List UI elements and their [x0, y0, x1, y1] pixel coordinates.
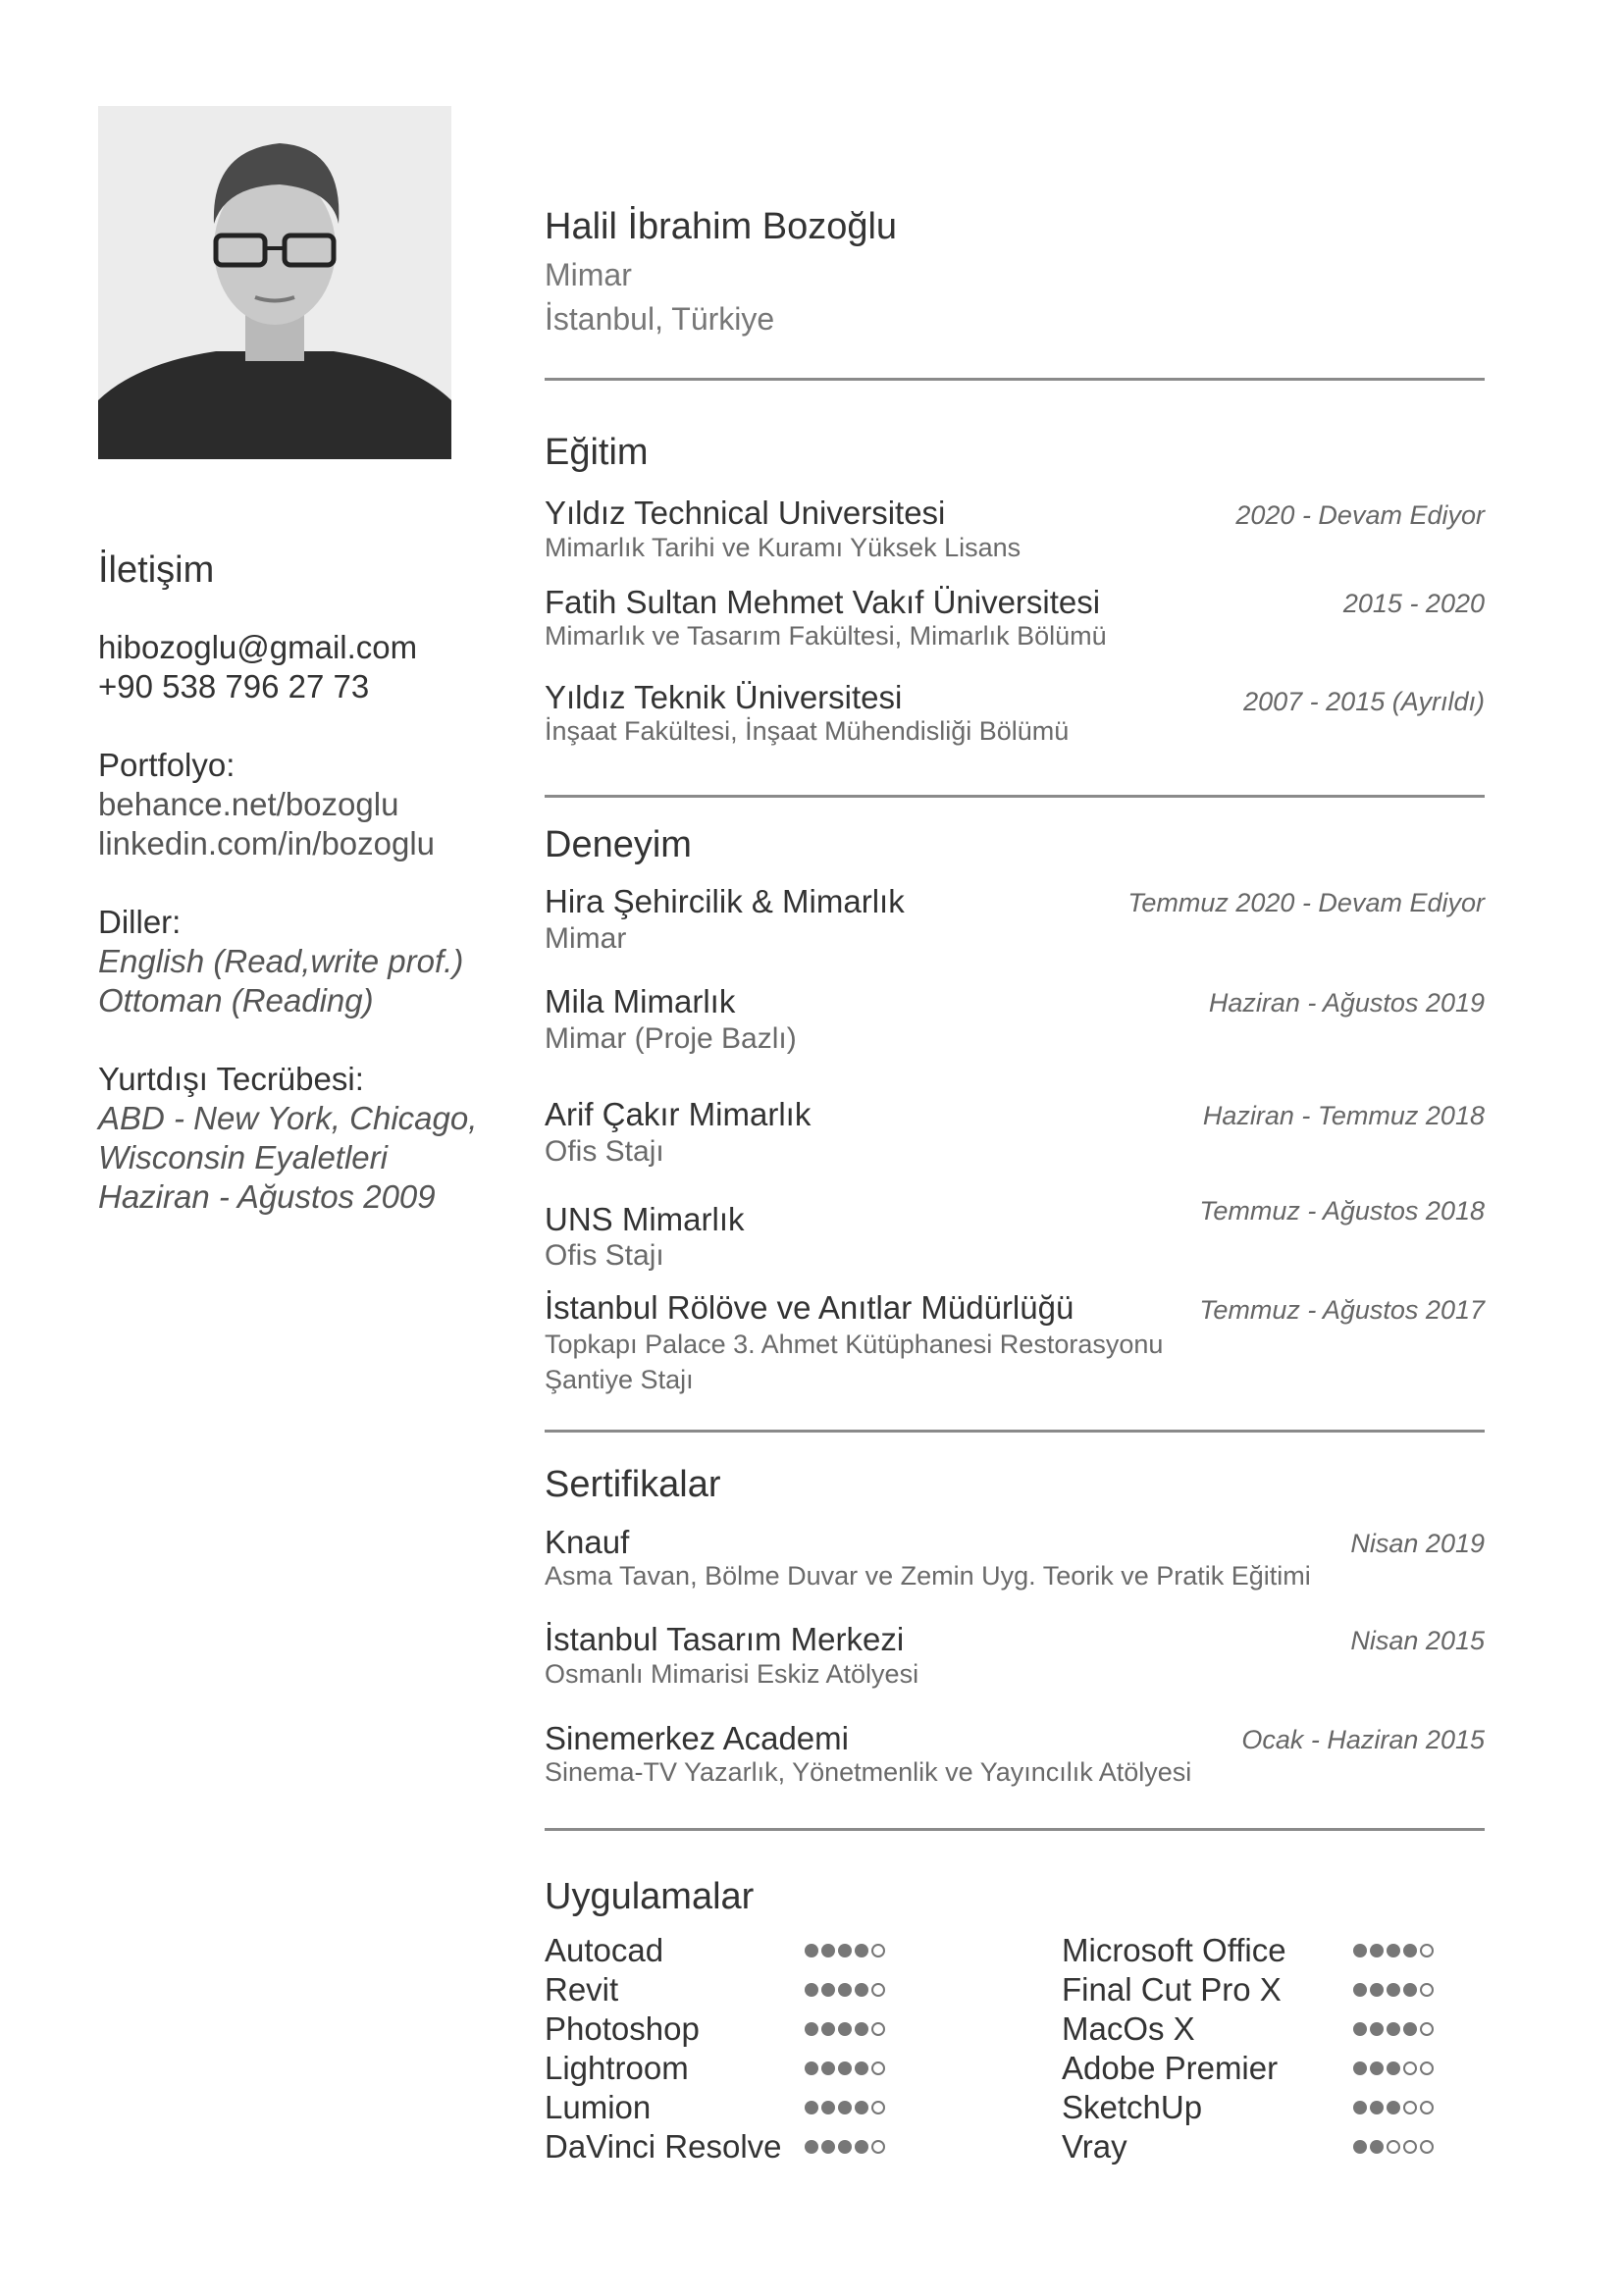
rating-dot-filled: [1387, 1983, 1400, 1997]
app-name: Microsoft Office: [1062, 1932, 1286, 1968]
rating-dot-empty: [1403, 2101, 1417, 2114]
rating-dot-filled: [821, 2140, 835, 2154]
experience-heading: Deneyim: [545, 824, 692, 865]
portfolio-link-behance[interactable]: behance.net/bozoglu: [98, 786, 399, 822]
rating-dot-filled: [1353, 2022, 1367, 2036]
person-name: Halil İbrahim Bozoğlu: [545, 206, 898, 247]
language-item: Ottoman (Reading): [98, 982, 374, 1018]
rating-dot-filled: [1403, 1983, 1417, 1997]
rating-dot-filled: [1353, 2061, 1367, 2075]
rating-dot-filled: [1370, 2022, 1384, 2036]
rating-dot-filled: [838, 2140, 852, 2154]
rating-dot-filled: [805, 2140, 818, 2154]
rating-dot-empty: [1420, 2061, 1434, 2075]
rating-dot-filled: [838, 2101, 852, 2114]
app-name: Revit: [545, 1971, 619, 2008]
experience-date: Temmuz - Ağustos 2017: [1199, 1295, 1485, 1325]
rating-dot-filled: [1353, 2101, 1367, 2114]
education-detail: Mimarlık Tarihi ve Kuramı Yüksek Lisans: [545, 533, 1022, 562]
rating-dot-filled: [821, 1944, 835, 1957]
rating-dot-filled: [821, 1983, 835, 1997]
app-row: [545, 2009, 937, 2049]
certificate-date: Ocak - Haziran 2015: [1241, 1725, 1485, 1754]
abroad-line: ABD - New York, Chicago,: [98, 1100, 478, 1136]
app-name: Autocad: [545, 1932, 664, 1968]
app-row: [545, 1970, 937, 2009]
rating-dot-empty: [871, 2140, 885, 2154]
experience-role: Mimar (Proje Bazlı): [545, 1022, 797, 1055]
abroad-line: Haziran - Ağustos 2009: [98, 1178, 436, 1215]
rating-dot-filled: [855, 2101, 868, 2114]
email[interactable]: hibozoglu@gmail.com: [98, 629, 418, 665]
certificates-heading: Sertifikalar: [545, 1464, 721, 1505]
experience-role: Ofis Stajı: [545, 1135, 664, 1168]
portfolio-link-linkedin[interactable]: linkedin.com/in/bozoglu: [98, 825, 436, 861]
education-detail: Mimarlık ve Tasarım Fakültesi, Mimarlık Bölümü: [545, 621, 1107, 651]
rating-dot-filled: [838, 1983, 852, 1997]
app-name: Adobe Premier: [1062, 2050, 1279, 2086]
rating-dot-empty: [1420, 2101, 1434, 2114]
education-heading: Eğitim: [545, 432, 649, 473]
rating-dot-filled: [1387, 2022, 1400, 2036]
rating-dot-filled: [805, 2061, 818, 2075]
skill-rating: [1353, 2049, 1434, 2088]
app-name: MacOs X: [1062, 2010, 1195, 2047]
rating-dot-filled: [821, 2061, 835, 2075]
rating-dot-empty: [1403, 2140, 1417, 2154]
app-row: [1062, 2127, 1454, 2166]
app-name: DaVinci Resolve: [545, 2128, 782, 2165]
abroad-label: Yurtdışı Tecrübesi:: [98, 1061, 364, 1097]
skill-rating: [1353, 2127, 1434, 2166]
skill-rating: [1353, 2088, 1434, 2127]
skill-rating: [805, 2009, 885, 2049]
rating-dot-filled: [821, 2101, 835, 2114]
person-location: İstanbul, Türkiye: [545, 301, 775, 337]
rating-dot-filled: [838, 2061, 852, 2075]
app-row: [1062, 1931, 1454, 1970]
skill-rating: [1353, 2009, 1434, 2049]
certificate-detail: Asma Tavan, Bölme Duvar ve Zemin Uyg. Teorik ve Pratik Eğitimi: [545, 1561, 1311, 1591]
app-name: SketchUp: [1062, 2089, 1203, 2125]
app-name: Photoshop: [545, 2010, 700, 2047]
experience-date: Haziran - Ağustos 2019: [1208, 988, 1485, 1018]
rating-dot-filled: [805, 1983, 818, 1997]
rating-dot-filled: [1353, 2140, 1367, 2154]
certificate-name: Sinemerkez Academi: [545, 1720, 849, 1756]
rating-dot-filled: [1353, 1944, 1367, 1957]
rating-dot-filled: [1387, 2101, 1400, 2114]
rating-dot-empty: [871, 2022, 885, 2036]
app-row: [545, 2049, 937, 2088]
profile-photo: [98, 106, 451, 459]
education-school: Fatih Sultan Mehmet Vakıf Üniversitesi: [545, 584, 1101, 620]
rating-dot-filled: [805, 1944, 818, 1957]
divider: [545, 378, 1485, 381]
certificate-detail: Osmanlı Mimarisi Eskiz Atölyesi: [545, 1659, 919, 1689]
skill-rating: [1353, 1931, 1434, 1970]
experience-role: Topkapı Palace 3. Ahmet Kütüphanesi Restorasyonu: [545, 1330, 1164, 1359]
experience-date: Haziran - Temmuz 2018: [1202, 1101, 1485, 1130]
divider: [545, 1430, 1485, 1433]
app-row: [545, 2088, 937, 2127]
phone[interactable]: +90 538 796 27 73: [98, 668, 370, 704]
rating-dot-empty: [1420, 2140, 1434, 2154]
skill-rating: [805, 2049, 885, 2088]
skill-rating: [805, 1970, 885, 2009]
portfolio-label: Portfolyo:: [98, 747, 236, 783]
rating-dot-filled: [821, 2022, 835, 2036]
education-detail: İnşaat Fakültesi, İnşaat Mühendisliği Bölümü: [545, 716, 1070, 746]
certificate-name: Knauf: [545, 1524, 630, 1560]
education-date: 2015 - 2020: [1342, 589, 1485, 618]
experience-role: Ofis Stajı: [545, 1239, 664, 1272]
education-school: Yıldız Technical Universitesi: [545, 495, 946, 531]
education-date: 2020 - Devam Ediyor: [1235, 500, 1485, 530]
app-row: [545, 1931, 937, 1970]
skill-rating: [805, 2127, 885, 2166]
experience-company: İstanbul Rölöve ve Anıtlar Müdürlüğü: [545, 1289, 1074, 1326]
rating-dot-filled: [838, 1944, 852, 1957]
experience-role: Şantiye Stajı: [545, 1365, 694, 1394]
rating-dot-filled: [1370, 1944, 1384, 1957]
app-name: Lightroom: [545, 2050, 689, 2086]
language-item: English (Read,write prof.): [98, 943, 464, 979]
rating-dot-empty: [1387, 2140, 1400, 2154]
app-name: Vray: [1062, 2128, 1127, 2165]
rating-dot-filled: [1370, 2061, 1384, 2075]
experience-role: Mimar: [545, 922, 627, 955]
rating-dot-empty: [871, 2061, 885, 2075]
divider: [545, 795, 1485, 798]
person-title: Mimar: [545, 257, 632, 292]
abroad-line: Wisconsin Eyaletleri: [98, 1139, 388, 1175]
rating-dot-empty: [1420, 1944, 1434, 1957]
rating-dot-filled: [1353, 1983, 1367, 1997]
rating-dot-filled: [855, 1983, 868, 1997]
certificate-detail: Sinema-TV Yazarlık, Yönetmenlik ve Yayıncılık Atölyesi: [545, 1757, 1192, 1787]
experience-company: Arif Çakır Mimarlık: [545, 1096, 812, 1132]
experience-date: Temmuz - Ağustos 2018: [1199, 1196, 1485, 1226]
app-row: [1062, 2088, 1454, 2127]
rating-dot-empty: [1403, 2061, 1417, 2075]
rating-dot-empty: [1420, 2022, 1434, 2036]
rating-dot-filled: [1387, 1944, 1400, 1957]
certificate-date: Nisan 2019: [1350, 1529, 1485, 1558]
apps-heading: Uygulamalar: [545, 1876, 755, 1917]
rating-dot-filled: [1370, 2101, 1384, 2114]
divider: [545, 1828, 1485, 1831]
experience-company: Mila Mimarlık: [545, 983, 736, 1019]
app-name: Final Cut Pro X: [1062, 1971, 1282, 2008]
app-row: [545, 2127, 937, 2166]
portrait-image: [98, 106, 451, 459]
education-date: 2007 - 2015 (Ayrıldı): [1243, 687, 1485, 716]
experience-company: UNS Mimarlık: [545, 1201, 745, 1237]
education-school: Yıldız Teknik Üniversitesi: [545, 679, 903, 715]
certificate-name: İstanbul Tasarım Merkezi: [545, 1621, 905, 1657]
app-name: Lumion: [545, 2089, 652, 2125]
rating-dot-filled: [1403, 1944, 1417, 1957]
rating-dot-filled: [1370, 2140, 1384, 2154]
rating-dot-empty: [871, 1944, 885, 1957]
app-row: [1062, 2009, 1454, 2049]
skill-rating: [1353, 1970, 1434, 2009]
skill-rating: [805, 2088, 885, 2127]
rating-dot-empty: [871, 1983, 885, 1997]
experience-date: Temmuz 2020 - Devam Ediyor: [1127, 888, 1485, 917]
languages-label: Diller:: [98, 904, 182, 940]
rating-dot-filled: [855, 2061, 868, 2075]
skill-rating: [805, 1931, 885, 1970]
contact-heading: İletişim: [98, 549, 215, 591]
experience-company: Hira Şehircilik & Mimarlık: [545, 883, 905, 919]
rating-dot-filled: [1387, 2061, 1400, 2075]
rating-dot-empty: [871, 2101, 885, 2114]
rating-dot-empty: [1420, 1983, 1434, 1997]
rating-dot-filled: [855, 2022, 868, 2036]
certificate-date: Nisan 2015: [1350, 1626, 1485, 1655]
rating-dot-filled: [805, 2101, 818, 2114]
rating-dot-filled: [838, 2022, 852, 2036]
rating-dot-filled: [1403, 2022, 1417, 2036]
rating-dot-filled: [855, 2140, 868, 2154]
app-row: [1062, 1970, 1454, 2009]
rating-dot-filled: [805, 2022, 818, 2036]
app-row: [1062, 2049, 1454, 2088]
rating-dot-filled: [1370, 1983, 1384, 1997]
rating-dot-filled: [855, 1944, 868, 1957]
